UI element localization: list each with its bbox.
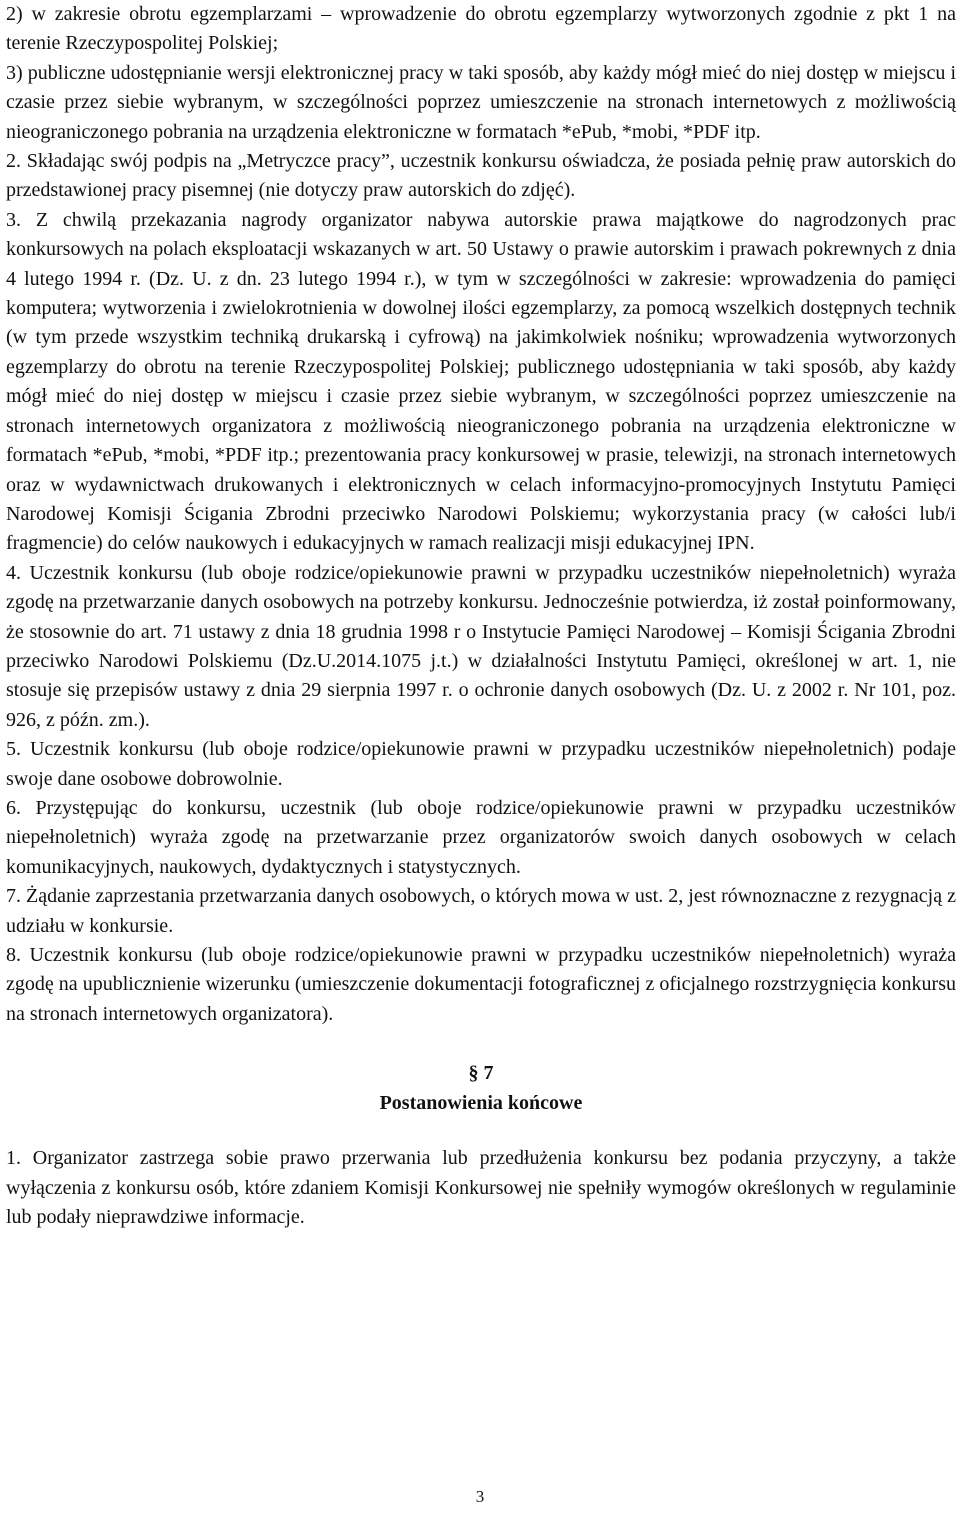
page-number: 3 [475,1487,485,1506]
paragraph-4-data-consent: 4. Uczestnik konkursu (lub oboje rodzice/opiekunowie prawni w przypadku uczestników niepełnoletnich) wyraża zgodę na przetwarzanie danych osobowych na potrzeby konkursu. Jednocześnie potwierdza, iż został poinformowany, że stosownie do art. 71 ustawy z dnia 18 grudnia 1998 r o Instytucie Pamięci Narodowej – Komisji Ścigania Zbrodni przeciwko Narodowi Polskiemu (Dz.U.2014.1075 j.t.) w działalności Instytutu Pamięci, określonej w art. 1, nie stosuje się przepisów ustawy z dnia 29 sierpnia 1997 r. o ochronie danych osobowych (Dz. U. z 2002 r. Nr 101, poz. 926, z późn. zm.). [6,561,956,731]
paragraph-final-1-organizer-rights: 1. Organizator zastrzega sobie prawo przerwania lub przedłużenia konkursu bez podania przyczyny, a także wyłączenia z konkursu osób, które zdaniem Komisji Konkursowej nie spełniły wymogów określonych w regulaminie lub podały nieprawdziwe informacje. [6,1147,956,1229]
spacer [6,1118,956,1144]
section-heading [6,1058,956,1118]
paragraph-6-processing-consent: 6. Przystępując do konkursu, uczestnik (lub oboje rodzice/opiekunowie prawni w przypadku uczestników niepełnoletnich) wyraża zgodę na przetwarzanie przez organizatorów swoich danych osobowych w celach komunikacyjnych, naukowych, dydaktycznych i statystycznych. [6,796,956,878]
paragraph-point-2-circulation: 2) w zakresie obrotu egzemplarzami – wprowadzenie do obrotu egzemplarzy wytworzonych zgodnie z pkt 1 na terenie Rzeczypospolitej Polskiej; [6,3,956,55]
paragraph-7-withdrawal: 7. Żądanie zaprzestania przetwarzania danych osobowych, o których mowa w ust. 2, jest równoznaczne z rezygnacją z udziału w konkursie. [6,885,956,937]
document-page [6,0,956,1232]
paragraph-2-signature: 2. Składając swój podpis na „Metryczce pracy”, uczestnik konkursu oświadcza, że posiada pełnię praw autorskich do przedstawionej pracy pisemnej (nie dotyczy praw autorskich do zdjęć). [6,150,956,202]
section-title: Postanowienia końcowe [379,1092,583,1115]
paragraph-point-3-electronic: 3) publiczne udostępnianie wersji elektronicznej pracy w taki sposób, aby każdy mógł mieć do niej dostęp w miejscu i czasie przez siebie wybranym, w szczególności poprzez umieszczenie na stronach internetowych z możliwością nieograniczonego pobrania na urządzenia elektroniczne w formatach *ePub, *mobi, *PDF itp. [6,61,956,143]
spacer [6,1029,956,1058]
paragraph-8-image-consent: 8. Uczestnik konkursu (lub oboje rodzice/opiekunowie prawni w przypadku uczestników niepełnoletnich) wyraża zgodę na upublicznienie wizerunku (umieszczenie dokumentacji fotograficznej z oficjalnego rozstrzygnięcia konkursu na stronach internetowych organizatora). [6,944,956,1025]
section-number: § 7 [468,1062,494,1085]
paragraph-5-voluntary-data: 5. Uczestnik konkursu (lub oboje rodzice/opiekunowie prawni w przypadku uczestników niepełnoletnich) podaje swoje dane osobowe dobrowolnie. [6,738,956,790]
paragraph-3-copyright-transfer: 3. Z chwilą przekazania nagrody organizator nabywa autorskie prawa majątkowe do nagrodzonych prac konkursowych na polach eksploatacji wskazanych w art. 50 Ustawy o prawie autorskim i prawach pokrewnych z dnia 4 lutego 1994 r. (Dz. U. z dn. 23 lutego 1994 r.), w tym w szczególności w zakresie: wprowadzenia do pamięci komputera; wytworzenia i zwielokrotnienia w dowolnej ilości egzemplarzy, za pomocą wszelkich dostępnych technik (w tym przede wszystkim techniką drukarską i cyfrową) na jakimkolwiek nośniku; wprowadzenia wytworzonych egzemplarzy do obrotu na terenie Rzeczypospolitej Polskiej; publicznego udostępniania w taki sposób, aby każdy mógł mieć do niej dostęp w miejscu i czasie przez siebie wybranym, w szczególności poprzez umieszczenie na stronach internetowych organizatora z możliwością nieograniczonego pobrania na urządzenia elektroniczne w formatach *ePub, *mobi, *PDF itp.; prezentowania pracy konkursowej w prasie, telewizji, na stronach internetowych oraz w wydawnictwach drukowanych i elektronicznych w celach informacyjno-promocyjnych Instytutu Pamięci Narodowej Komisji Ścigania Zbrodni przeciwko Narodowi Polskiemu; wykorzystania pracy (w całości lub/i fragmencie) do celów naukowych i edukacyjnych w ramach realizacji misji edukacyjnej IPN. [6,208,956,555]
